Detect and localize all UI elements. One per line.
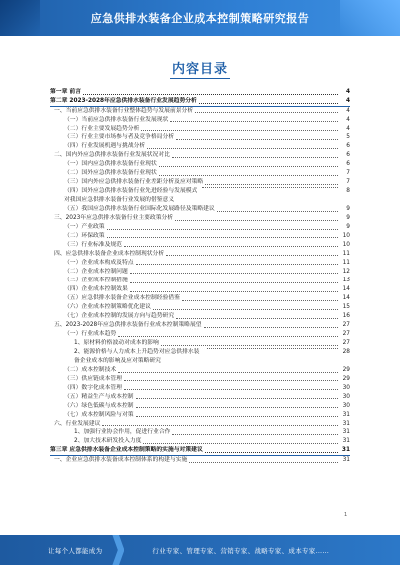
toc-entry-title: （四）国外应急供排水装备行业先进经验与发展模式对我国应急供排水装备行业发展的借鉴意义 <box>64 188 198 204</box>
toc-entry-page: 30 <box>342 393 350 400</box>
toc-entry-page: 4 <box>345 88 350 95</box>
toc-dot-leader <box>161 345 338 346</box>
toc-entry-page: 16 <box>342 313 350 320</box>
toc-dot-leader <box>136 398 338 399</box>
toc-entry-page: 4 <box>346 107 350 114</box>
toc-entry[interactable] <box>50 151 350 160</box>
toc-entry-title: （四）行业发展机遇与挑战分析 <box>64 143 146 150</box>
toc-entry[interactable] <box>50 330 350 339</box>
toc-entry[interactable] <box>50 178 350 187</box>
toc-entry-title: （四）企业成本控制效果 <box>64 286 128 293</box>
toc-entry-page: 27 <box>342 322 350 329</box>
toc-dot-leader <box>217 211 338 212</box>
toc-entry[interactable] <box>50 205 350 214</box>
toc-entry[interactable] <box>50 232 350 241</box>
toc-entry-title: （四）数字化成本管理 <box>64 384 122 391</box>
toc-dot-leader <box>159 175 338 176</box>
toc-entry-page: 29 <box>342 375 350 382</box>
toc-dot-leader <box>182 300 338 301</box>
toc-entry[interactable] <box>50 456 350 465</box>
toc-entry[interactable] <box>50 223 350 232</box>
footer-banner <box>0 535 400 565</box>
toc-dot-leader <box>136 416 338 417</box>
toc-entry-title: （六）绿色低碳与成本控制 <box>64 402 134 409</box>
toc-dot-leader <box>166 255 338 256</box>
toc-entry[interactable] <box>50 169 350 178</box>
toc-entry-page: 31 <box>341 447 350 454</box>
toc-entry-title: （七）成本控制风险与对策 <box>64 411 134 418</box>
toc-dot-leader <box>205 452 338 453</box>
toc-entry-title: （五）精益生产与成本控制 <box>64 393 134 400</box>
toc-dot-leader <box>143 443 338 444</box>
toc-dot-leader <box>205 184 338 185</box>
report-title: 应急供排水装备企业成本控制策略研究报告 <box>90 12 310 25</box>
toc-entry-page: 6 <box>346 152 350 159</box>
toc-entry-title: （七）企业成本控制的发展方向与趋势研究 <box>64 313 175 320</box>
toc-entry-page: 14 <box>342 286 350 293</box>
toc-entry[interactable] <box>50 187 350 205</box>
toc-entry[interactable] <box>50 259 350 268</box>
toc-entry-title: 第二章 2023-2028年应急供排水装备行业发展趋势分析 <box>50 97 197 104</box>
toc-entry[interactable] <box>50 303 350 312</box>
toc-entry[interactable] <box>50 268 350 277</box>
toc-entry[interactable] <box>50 446 350 455</box>
toc-entry-page: 13 <box>342 277 350 284</box>
toc-dot-leader <box>172 434 338 435</box>
toc-dot-leader <box>83 94 338 95</box>
toc-entry-page: 4 <box>345 97 350 104</box>
toc-entry-title: （一）企业成本构成及特点 <box>64 259 134 266</box>
toc-entry-title: （三）供应链成本管理 <box>64 375 122 382</box>
toc-entry-title: 第一章 前言 <box>50 88 82 95</box>
toc-entry[interactable] <box>50 411 350 420</box>
toc-entry-title: 六、行业发展建议 <box>54 420 101 427</box>
toc-entry[interactable] <box>50 437 350 446</box>
banner-decoration-left <box>0 0 40 36</box>
toc-dot-leader <box>204 327 338 328</box>
toc-entry-page: 8 <box>346 188 350 195</box>
toc-entry-page: 9 <box>346 205 350 212</box>
toc-entry-title: （一）产业政策 <box>64 223 105 230</box>
toc-entry[interactable] <box>50 277 350 286</box>
toc-entry[interactable] <box>50 285 350 294</box>
toc-dot-leader <box>130 291 338 292</box>
header-banner <box>0 0 400 36</box>
toc-entry[interactable] <box>50 312 350 321</box>
toc-entry-title: 1、原材料价格波动对成本的影响 <box>74 340 159 347</box>
toc-entry-page: 4 <box>346 116 350 123</box>
toc-entry-page: 5 <box>346 134 350 141</box>
toc-entry-title: 三、2023年应急供排水装备行业主要政策分析 <box>54 214 174 221</box>
table-of-contents <box>50 88 350 465</box>
toc-entry-title: 2、能源价格与人力成本上升趋势对应急供排水装备企业成本的影响及应对策略研究 <box>74 349 200 364</box>
toc-entry-title: 2、加大技术研发投入力度 <box>74 438 142 445</box>
toc-entry-title: （一）当前应急供排水装备行业发展现状 <box>64 116 169 123</box>
heading-rule <box>170 78 230 79</box>
toc-entry-page: 30 <box>342 384 350 391</box>
toc-entry-page: 31 <box>342 420 350 427</box>
toc-dot-leader <box>107 229 338 230</box>
toc-dot-leader <box>159 166 338 167</box>
toc-entry-title: 第三章 应急供排水装备企业成本控制策略的实施与对策建议 <box>50 447 203 454</box>
toc-entry-page: 10 <box>342 241 350 248</box>
toc-entry[interactable] <box>50 133 350 142</box>
toc-entry-title: （五）我国应急供排水装备行业国际化发展路径及策略建议 <box>64 205 215 212</box>
toc-entry-page: 31 <box>342 438 350 445</box>
toc-entry-page: 31 <box>342 429 350 436</box>
toc-dot-leader <box>172 157 338 158</box>
toc-entry[interactable] <box>50 321 350 330</box>
toc-entry-page: 7 <box>346 170 350 177</box>
toc-entry-title: 五、2023-2028年应急供排水装备行业成本控制策略展望 <box>54 322 202 329</box>
toc-dot-leader <box>118 336 338 337</box>
toc-entry-page: 27 <box>342 340 350 347</box>
toc-dot-leader <box>136 407 338 408</box>
toc-dot-leader <box>195 112 338 113</box>
toc-entry[interactable] <box>50 420 350 429</box>
toc-entry-title: （二）行业主要发展趋势分析 <box>64 125 140 132</box>
toc-dot-leader <box>170 121 338 122</box>
toc-entry-title: （二）国外应急供排水装备行业现状 <box>64 170 157 177</box>
toc-entry[interactable] <box>50 402 350 411</box>
toc-dot-leader <box>141 130 338 131</box>
toc-entry-page: 9 <box>346 214 350 221</box>
toc-entry-page: 7 <box>346 179 350 186</box>
toc-dot-leader <box>136 264 338 265</box>
toc-dot-leader <box>175 220 338 221</box>
toc-entry[interactable] <box>50 250 350 259</box>
toc-entry-page: 10 <box>342 232 350 239</box>
toc-dot-leader <box>118 372 338 373</box>
toc-dot-leader <box>153 309 338 310</box>
toc-entry-title: （一）行业成本趋势 <box>64 331 117 338</box>
toc-entry-page: 14 <box>342 295 350 302</box>
toc-entry-title: （三）行业主要市场参与者及竞争格局分析 <box>64 134 175 141</box>
toc-entry-title: 四、应急供排水装备企业成本控制现状分析 <box>54 250 165 257</box>
toc-entry-title: （二）成本控制技术 <box>64 366 117 373</box>
toc-entry-title: 一、当前应急供排水装备行业整体趋势与发展前景分析 <box>54 107 194 114</box>
toc-entry[interactable] <box>50 142 350 151</box>
toc-entry-page: 11 <box>342 259 350 266</box>
toc-entry-title: （二）环保政策 <box>64 232 105 239</box>
toc-entry[interactable] <box>50 97 350 106</box>
toc-entry-title: （五）应急供排水装备企业成本控制经验借鉴 <box>64 295 180 302</box>
toc-entry[interactable] <box>50 125 350 134</box>
toc-entry-page: 9 <box>346 223 350 230</box>
toc-entry-title: （二）企业成本控制问题 <box>64 268 128 275</box>
toc-entry-page: 12 <box>342 268 350 275</box>
toc-entry-page: 30 <box>342 402 350 409</box>
chevron-right-icon <box>112 535 124 565</box>
toc-dot-leader <box>102 425 338 426</box>
page-number: 1 <box>344 512 348 518</box>
toc-entry-title: （三）国内外应急供排水装备行业差距分析及应对策略 <box>64 179 204 186</box>
toc-entry-title: （三）企业成本控制措施 <box>64 277 128 284</box>
toc-dot-leader <box>124 380 338 381</box>
toc-dot-leader <box>199 103 338 104</box>
toc-heading: 内容目录 <box>171 62 228 77</box>
toc-dot-leader <box>147 148 338 149</box>
toc-entry[interactable] <box>50 366 350 375</box>
toc-entry[interactable] <box>50 384 350 393</box>
footer-slogan-right: 行业专家、管理专家、营销专家、战略专家、成本专家…… <box>152 546 330 555</box>
toc-entry[interactable] <box>50 428 350 437</box>
toc-entry-page: 4 <box>346 125 350 132</box>
toc-entry[interactable] <box>50 88 350 97</box>
banner-decoration-right <box>340 0 400 36</box>
toc-entry-page: 28 <box>342 349 350 355</box>
toc-dot-leader <box>189 462 338 463</box>
toc-entry-page: 29 <box>342 366 350 373</box>
toc-entry-page: 6 <box>346 161 350 168</box>
toc-entry[interactable] <box>50 160 350 169</box>
toc-entry[interactable] <box>50 116 350 125</box>
toc-entry[interactable] <box>50 375 350 384</box>
toc-entry[interactable] <box>50 294 350 303</box>
toc-entry-title: 二、国内外应急供排水装备行业发展状况对比 <box>54 152 170 159</box>
toc-dot-leader <box>202 187 338 188</box>
toc-entry[interactable] <box>50 393 350 402</box>
toc-entry-title: 一、企业应急供排水装备成本控制体系的构建与实施 <box>54 457 188 464</box>
toc-dot-leader <box>130 282 338 283</box>
toc-dot-leader <box>207 348 338 349</box>
toc-entry-title: （一）国内应急供排水装备行业现状 <box>64 161 157 168</box>
toc-dot-leader <box>124 389 338 390</box>
toc-dot-leader <box>107 237 338 238</box>
toc-dot-leader <box>130 273 338 274</box>
toc-entry[interactable] <box>50 339 350 348</box>
toc-entry[interactable] <box>50 348 350 366</box>
toc-entry-page: 6 <box>346 143 350 150</box>
toc-dot-leader <box>176 318 338 319</box>
toc-entry-title: （六）企业成本控制策略优化建议 <box>64 304 151 311</box>
toc-entry-page: 11 <box>342 250 350 257</box>
toc-entry-title: （三）行业标准及规范 <box>64 241 122 248</box>
toc-dot-leader <box>176 139 338 140</box>
toc-entry-page: 15 <box>342 304 350 311</box>
footer-slogan-left: 让每个人都能成为 <box>48 546 103 555</box>
toc-entry[interactable] <box>50 107 350 116</box>
toc-dot-leader <box>124 246 338 247</box>
toc-entry[interactable] <box>50 241 350 250</box>
toc-entry-page: 31 <box>342 411 350 418</box>
toc-entry-title: 1、加强行业协会作用，促进行业合作 <box>74 429 171 436</box>
toc-entry[interactable] <box>50 214 350 223</box>
toc-entry-page: 27 <box>342 331 350 338</box>
toc-entry-page: 31 <box>342 457 350 464</box>
